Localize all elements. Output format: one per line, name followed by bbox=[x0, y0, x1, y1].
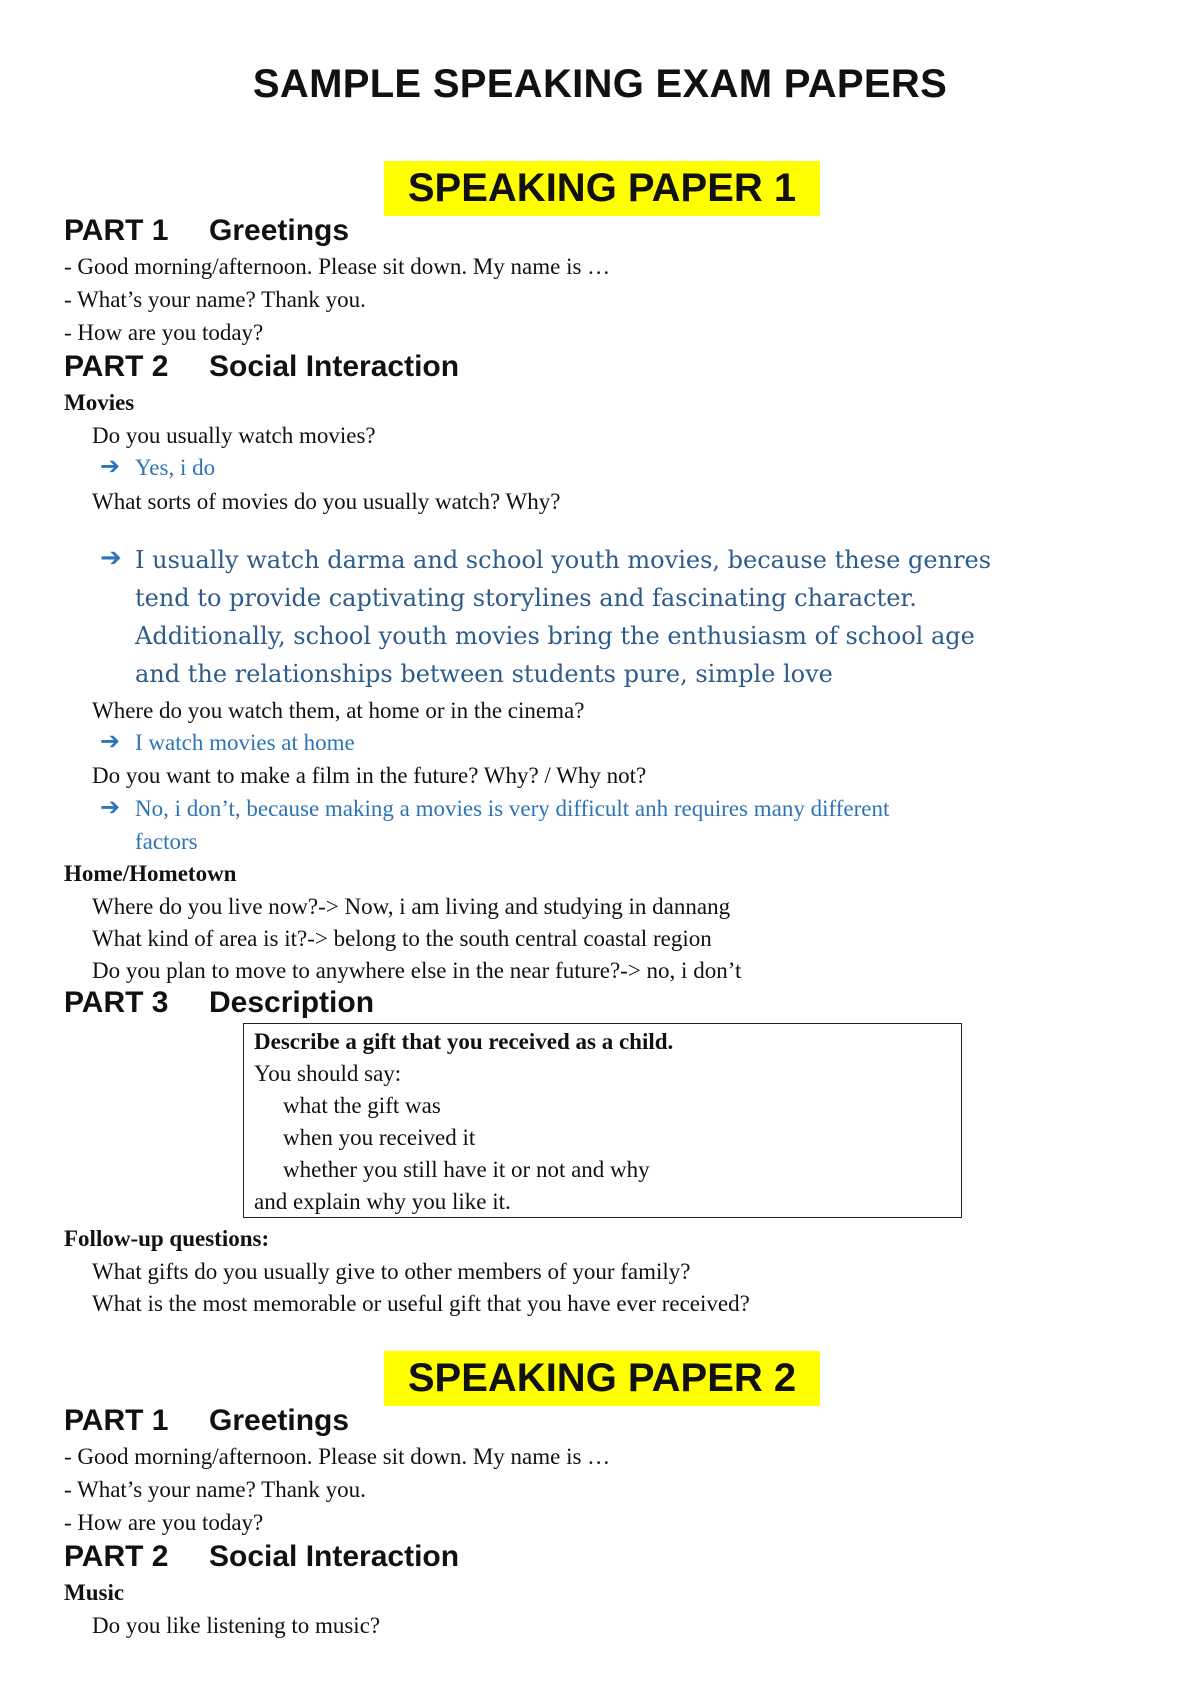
paper-1-part-1-heading bbox=[64, 214, 349, 248]
question: Do you want to make a film in the future? Why? / Why not? bbox=[92, 763, 647, 788]
right-arrow-icon: ➔ bbox=[100, 793, 121, 821]
answer-line: tend to provide captivating storylines and fascinating character. bbox=[135, 584, 917, 612]
right-arrow-icon: ➔ bbox=[100, 452, 121, 480]
part-name: Social Interaction bbox=[209, 350, 460, 383]
greeting-line: - What’s your name? Thank you. bbox=[64, 287, 366, 312]
answer: I watch movies at home bbox=[135, 730, 355, 755]
cue-card-point: what the gift was bbox=[283, 1093, 441, 1118]
part-name: Greetings bbox=[209, 214, 350, 247]
question: Where do you watch them, at home or in the cinema? bbox=[92, 698, 585, 723]
part-name: Greetings bbox=[209, 1404, 350, 1437]
cue-card-intro: You should say: bbox=[254, 1061, 402, 1086]
greeting-line: - How are you today? bbox=[64, 1510, 264, 1535]
part-number: PART 3 bbox=[64, 986, 169, 1019]
cue-card-closing: and explain why you like it. bbox=[254, 1189, 511, 1214]
question: What sorts of movies do you usually watch? Why? bbox=[92, 489, 561, 514]
greeting-line: - What’s your name? Thank you. bbox=[64, 1477, 366, 1502]
right-arrow-icon: ➔ bbox=[100, 727, 121, 755]
question: What kind of area is it?-> belong to the south central coastal region bbox=[92, 926, 712, 951]
follow-up-question: What is the most memorable or useful gift that you have ever received? bbox=[92, 1291, 750, 1316]
answer-line: I usually watch darma and school youth movies, because these genres bbox=[135, 546, 992, 574]
question: Do you like listening to music? bbox=[92, 1613, 381, 1638]
follow-up-label: Follow-up questions: bbox=[64, 1226, 270, 1251]
part-number: PART 2 bbox=[64, 1540, 169, 1573]
part-number: PART 2 bbox=[64, 350, 169, 383]
answer-line: factors bbox=[135, 829, 198, 854]
question: Do you usually watch movies? bbox=[92, 423, 376, 448]
part-number: PART 1 bbox=[64, 214, 169, 247]
cue-card-point: whether you still have it or not and why bbox=[283, 1157, 650, 1182]
topic-label-music: Music bbox=[64, 1580, 125, 1605]
topic-label-home: Home/Hometown bbox=[64, 861, 237, 886]
topic-label-movies: Movies bbox=[64, 390, 135, 415]
cue-card-topic: Describe a gift that you received as a child. bbox=[254, 1029, 674, 1054]
answer-line: and the relationships between students pure, simple love bbox=[135, 660, 833, 688]
answer: Yes, i do bbox=[135, 455, 216, 480]
question: Do you plan to move to anywhere else in the near future?-> no, i don’t bbox=[92, 958, 742, 983]
follow-up-question: What gifts do you usually give to other members of your family? bbox=[92, 1259, 691, 1284]
paper-2-part-1-heading bbox=[64, 1404, 349, 1438]
part-name: Description bbox=[209, 986, 375, 1019]
paper-2-part-2-heading bbox=[64, 1540, 459, 1574]
cue-card-point: when you received it bbox=[283, 1125, 476, 1150]
part-number: PART 1 bbox=[64, 1404, 169, 1437]
paper-1-heading: SPEAKING PAPER 1 bbox=[384, 161, 820, 216]
cue-card bbox=[243, 1023, 962, 1218]
greeting-line: - Good morning/afternoon. Please sit down. My name is … bbox=[64, 1444, 611, 1469]
document-title: SAMPLE SPEAKING EXAM PAPERS bbox=[252, 62, 948, 106]
part-name: Social Interaction bbox=[209, 1540, 460, 1573]
greeting-line: - How are you today? bbox=[64, 320, 264, 345]
paper-1-part-3-heading bbox=[64, 986, 374, 1020]
greeting-line: - Good morning/afternoon. Please sit down. My name is … bbox=[64, 254, 611, 279]
paper-1-part-2-heading bbox=[64, 350, 459, 384]
question: Where do you live now?-> Now, i am living and studying in dannang bbox=[92, 894, 731, 919]
right-arrow-icon: ➔ bbox=[100, 543, 122, 573]
answer-line: Additionally, school youth movies bring the enthusiasm of school age bbox=[135, 622, 975, 650]
paper-2-heading: SPEAKING PAPER 2 bbox=[384, 1351, 820, 1406]
answer-line: No, i don’t, because making a movies is very difficult anh requires many different bbox=[135, 796, 890, 821]
